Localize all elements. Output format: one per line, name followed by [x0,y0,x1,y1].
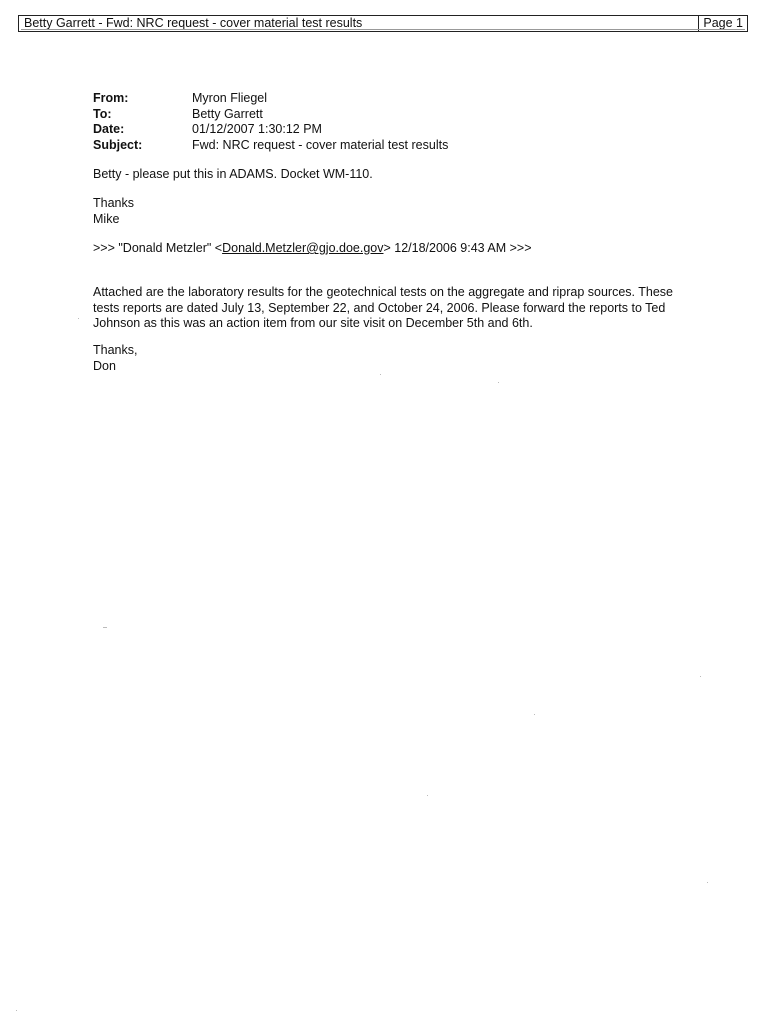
header-page-number: Page 1 [698,16,743,31]
forward-suffix: > 12/18/2006 9:43 AM >>> [383,241,532,255]
to-label: To: [93,106,112,121]
date-value: 01/12/2007 1:30:12 PM [192,122,322,136]
scan-speck [427,795,428,796]
scan-speck [103,627,107,628]
scan-speck [16,1010,17,1011]
scan-speck [78,318,79,319]
request-line: Betty - please put this in ADAMS. Docket WM-110. [93,167,373,181]
meta-subject-row [93,138,448,154]
sender-email-link[interactable]: Donald.Metzler@gjo.doe.gov [222,241,384,255]
closing-thanks: Thanks, [93,343,138,357]
scan-speck [707,882,708,883]
closing [93,343,137,374]
meta-date-row [93,122,448,138]
from-label: From: [93,91,129,105]
signature-name: Mike [93,211,120,226]
forward-header [93,241,532,257]
closing-name: Don [93,358,116,373]
message-line-3: Johnson as this was an action item from our site visit on December 5th and 6th. [93,316,533,330]
forwarded-message [93,285,673,332]
thanks-text: Thanks [93,196,134,210]
email-meta [93,91,448,153]
subject-value: Fwd: NRC request - cover material test results [192,137,449,152]
meta-to-row [93,107,448,123]
meta-from-row [93,91,448,107]
forward-prefix: >>> "Donald Metzler" < [93,241,223,255]
scan-speck [380,374,381,375]
print-header [18,15,748,32]
scan-speck [498,382,499,383]
scan-speck [534,714,535,715]
header-title: Betty Garrett - Fwd: NRC request - cover material test results [24,16,363,30]
to-value: Betty Garrett [192,106,263,121]
subject-label: Subject: [93,137,143,152]
message-line-1: Attached are the laboratory results for the geotechnical tests on the aggregate and riprap sources. These [93,285,673,299]
scan-speck [700,676,701,677]
date-label: Date: [93,122,125,136]
sign-off [93,196,134,227]
from-value: Myron Fliegel [192,91,268,105]
message-line-2: tests reports are dated July 13, September 22, and October 24, 2006. Please forward the reports to Ted [93,300,666,315]
